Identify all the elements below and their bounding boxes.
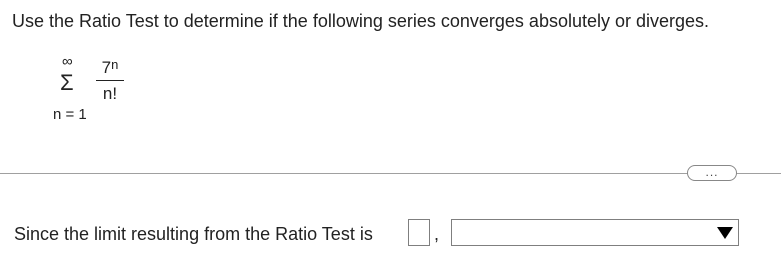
dropdown-arrow-icon[interactable]	[717, 227, 733, 239]
section-divider	[0, 173, 781, 174]
summation-sigma: Σ	[60, 70, 74, 95]
sum-lower-limit: n = 1	[53, 106, 87, 123]
conclusion-dropdown[interactable]	[451, 219, 739, 246]
series-term-fraction	[96, 58, 124, 104]
answer-separator: ,	[434, 224, 440, 244]
numerator-exponent: n	[111, 57, 119, 72]
question-prompt: Use the Ratio Test to determine if the following series converges absolutely or diverges.	[12, 11, 710, 31]
answer-prefix: Since the limit resulting from the Ratio Test is	[14, 224, 373, 244]
sum-upper-limit: ∞	[62, 53, 73, 70]
term-numerator	[96, 58, 124, 78]
series-expression	[50, 52, 140, 132]
limit-answer-input[interactable]	[408, 219, 430, 246]
term-denominator: n!	[102, 84, 118, 103]
fraction-bar	[96, 80, 124, 81]
numerator-base: 7	[101, 58, 112, 77]
more-options-button[interactable]: ...	[687, 165, 737, 181]
